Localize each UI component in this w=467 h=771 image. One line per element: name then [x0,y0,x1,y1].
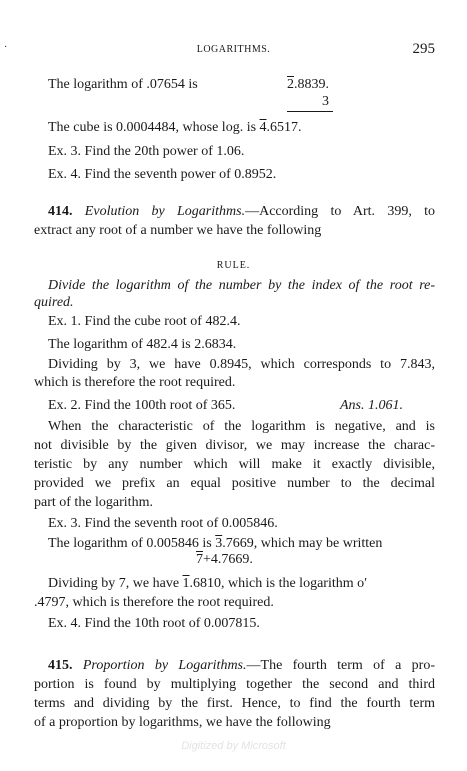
rule-text: quired. [34,295,74,310]
text-line [48,575,435,592]
section-number: 414. [48,204,73,219]
text-line: terms and dividing by the first. Hence, to find the fourth term [34,696,435,711]
rule-heading: RULE. [216,260,251,271]
log-value [287,76,329,93]
answer: Ans. 1.061. [340,398,403,413]
section-title: Evolution by Logarithms. [84,204,246,219]
text-line: extract any root of a number we have the following [34,223,322,238]
division-rule [287,111,333,112]
text-span: The logarithm of 0.005846 is [48,536,212,551]
text-line [48,535,435,552]
text-line: part of the logarithm. [34,495,153,510]
text-line [48,76,435,93]
exercise: Ex. 4. Find the seventh power of 0.8952. [48,167,277,182]
text-span: which is the logarithm o′ [228,576,368,591]
bar-char: 2 [287,77,294,92]
log-rest: .6517. [266,120,302,135]
exercise: Ex. 3. Find the 20th power of 1.06. [48,144,245,159]
text-line: .4797, which is therefore the root required. [34,595,274,610]
bar-char: 7 [196,552,203,567]
section-number: 415. [48,658,73,673]
log-rest: +4.7669. [203,552,253,567]
text-span: The cube is 0.0004484, whose log. is [48,120,257,135]
text-span: —According to Art. 399, to [245,204,435,219]
divisor: 3 [322,94,329,109]
exercise: Ex. 4. Find the 10th root of 0.007815. [48,616,260,631]
section-title: Proportion by Logarithms. [82,658,247,673]
section-414-heading [48,203,435,220]
exercise: Ex. 3. Find the seventh root of 0.005846. [48,516,278,531]
watermark: Digitized by Microsoft [181,740,286,752]
bar-char: 3 [215,536,223,551]
text-line: teristic by any number which will make it exactly divisible, [34,457,435,472]
section-415-heading [48,657,435,674]
text-span: Dividing by 7, we have [48,576,180,591]
rule-text: Divide the logarithm of the number by the index of the root re- [48,278,435,293]
log-rest: .6810, [189,576,225,591]
text-line: not divisible by the given divisor, we may increase the charac- [34,438,435,453]
margin-mark: · [4,42,8,53]
text-line: which is therefore the root required. [34,375,236,390]
text-line [48,119,435,136]
text-line: The logarithm of 482.4 is 2.6834. [48,337,237,352]
text-span: —The fourth term of a pro- [246,658,436,673]
page-number: 295 [412,41,435,57]
text-line: of a proportion by logarithms, we have the following [34,715,331,730]
text-line: portion is found by multiplying together the second and third [34,677,435,692]
text-span: The logarithm of .07654 is [48,77,198,92]
text-span: which may be written [260,536,383,551]
text-line: Dividing by 3, we have 0.8945, which corresponds to 7.843, [48,357,435,372]
text-line: provided we prefix an equal positive number to the decimal [34,476,435,491]
bar-char: 4 [259,120,267,135]
exercise: Ex. 2. Find the 100th root of 365. [48,398,236,413]
bar-char: 1 [182,576,190,591]
rewritten-log [196,552,253,568]
text-line: When the characteristic of the logarithm is negative, and is [48,419,435,434]
exercise: Ex. 1. Find the cube root of 482.4. [48,314,241,329]
log-rest: .7669, [222,536,258,551]
log-rest: .8839. [294,77,329,92]
running-header: LOGARITHMS. [196,44,271,55]
